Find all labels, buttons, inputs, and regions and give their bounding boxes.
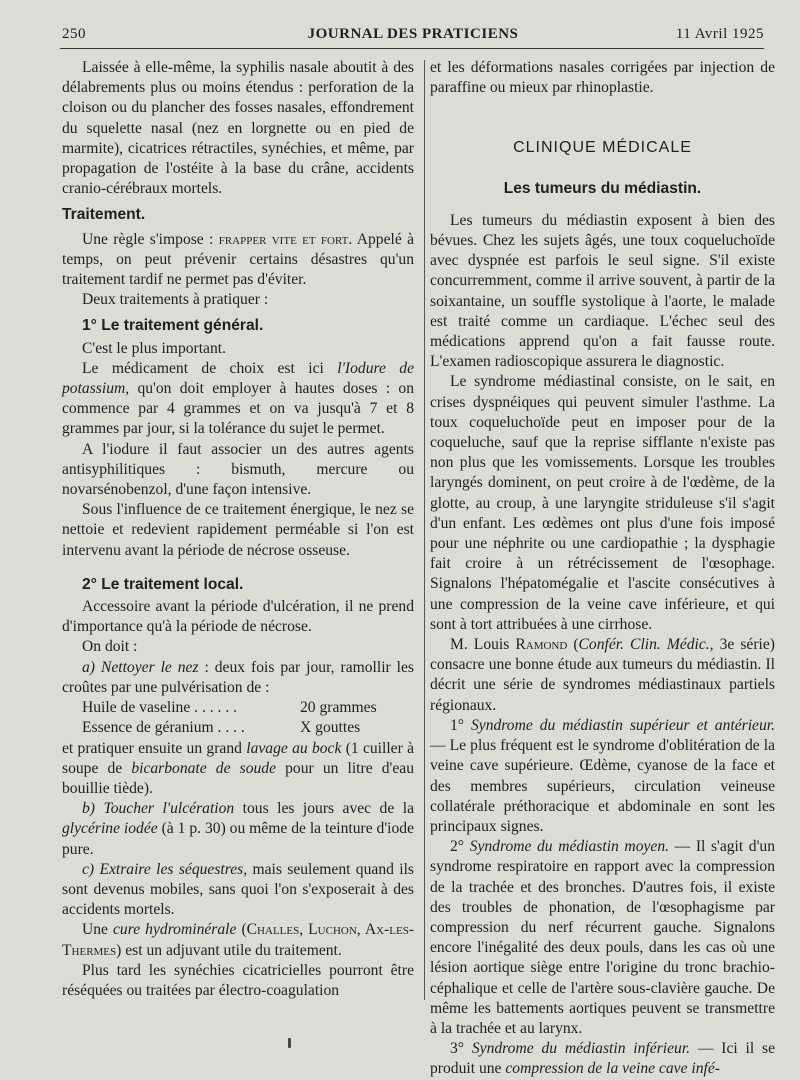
paragraph: A l'iodure il faut associer un des autres agents antisyphilitiques : bismuth, mercure ou novarsénobenzol, d'une façon intensive.: [62, 440, 414, 499]
right-column: [430, 58, 775, 1080]
section-title: CLINIQUE MÉDICALE: [513, 139, 692, 157]
paragraph: et pratiquer ensuite un grand lavage au bock (1 cuiller à soupe de bicarbonate de soude pour un litre d'eau bouillie tiède).: [62, 739, 414, 797]
paragraph: Sous l'influence de ce traitement énergique, le nez se nettoie et redevient rapidement perméable si l'on est intervenu avant la période de nécrose osseuse.: [62, 501, 414, 559]
column-divider: [424, 60, 425, 1000]
paragraph: Le médicament de choix est ici l'Iodure de potassium, qu'on doit employer à hautes doses : on commence par 4 grammes et on va jusqu'à 7 et 8 grammes par jour, si la tolérance du sujet le permet.: [62, 359, 414, 438]
paragraph: b) Toucher l'ulcération tous les jours avec de la glycérine iodée (à 1 p. 30) ou même de la teinture d'iode pure.: [62, 800, 414, 858]
paragraph: a) Nettoyer le nez : deux fois par jour, ramollir les croûtes par une pulvérisation de :: [62, 658, 414, 696]
paragraph: On doit :: [82, 638, 138, 656]
paragraph: 2° Syndrome du médiastin moyen. — Il s'agit d'un syndrome respiratoire en rapport avec la compression de la trachée et des bronches. D'autres fois, il existe des troubles de phonation, de l'œsophagisme par compression du nerf récurrent gauche. Signalons encore l'inégalité des deux pouls, dans les cas où une lésion aortique siège entre l'origine du tronc brachio-céphalique et celle de l'artère sous-clavière gauche. De même les battements aortiques peuvent se transmettre à la trachée et au larynx.: [430, 838, 776, 1037]
journal-title: JOURNAL DES PRATICIENS: [307, 26, 519, 42]
paragraph: 3° Syndrome du médiastin inférieur. — Ici il se produit une compression de la veine cave infé-: [430, 1040, 776, 1078]
left-column: [62, 58, 414, 1001]
paragraph: Deux traitements à pratiquer :: [82, 291, 269, 309]
paragraph: Le syndrome médiastinal consiste, on le sait, en crises dyspnéiques qui peuvent simuler l'asthme. La toux coqueluchoïde peut en imposer pour de la coqueluche, sauf que la reprise sifflante n'existe pas non plus que les vomissements. Lorsque les troubles laryngés dominent, on peut croire à de l'œdème, de la glotte, au croup, à une laryngite striduleuse s'il s'agit d'un enfant. Les œdèmes ont plus d'une fois imposé pour une néphrite ou une cardiopathie ; la dysphagie fait croire à un rétrécissement de l'œsophage. Signalons l'hépatomégalie et l'ascite consécutives à une compression de la veine cave inférieure, et qui sont à tort attribuées à une cirrhose.: [430, 373, 775, 633]
issue-date: 11 Avril 1925: [675, 26, 764, 42]
page-number: 250: [62, 26, 86, 42]
page-header: [62, 26, 764, 46]
heading-traitement-general: 1° Le traitement général.: [82, 317, 264, 335]
emphasis: Nettoyer le nez: [100, 658, 199, 676]
header-rule: [60, 48, 764, 49]
paragraph: c) Extraire les séquestres, mais seulement quand ils sont devenus mobiles, sans quoi l'on s'exposerait à des accidents mortels.: [62, 860, 414, 919]
recipe-line: Huile de vaseline . . . . . . 20 grammes: [82, 699, 377, 717]
paragraph: M. Louis Ramond (Confér. Clin. Médic., 3e série) consacre une bonne étude aux tumeurs du médiastin. Il décrit une série de syndromes médiastinaux partiels régionaux.: [430, 636, 775, 714]
emphasis: l'Iodure de potassium,: [62, 359, 414, 398]
heading-traitement: Traitement.: [62, 206, 146, 224]
paragraph: Une règle s'impose : frapper vite et fort. Appelé à temps, on peut prévenir certains désastres qu'un traitement tardif ne permet pas d'éviter.: [62, 230, 414, 289]
paragraph: et les déformations nasales corrigées par injection de paraffine ou mieux par rhinoplastie.: [430, 59, 775, 97]
emphasis: frapper vite et fort: [218, 230, 349, 248]
ink-mark: [288, 1038, 291, 1048]
paragraph: Accessoire avant la période d'ulcération, il ne prend d'importance qu'à la période de nécrose.: [62, 598, 414, 636]
heading-traitement-local: 2° Le traitement local.: [82, 575, 244, 593]
recipe: [62, 698, 414, 738]
paragraph: 1° Syndrome du médiastin supérieur et antérieur. — Le plus fréquent est le syndrome d'oblitération de la veine cave supérieure. Œdème, cyanose de la face et des membres supérieurs, circulation veineuse collatérale préthoracique et abdominale en sont les principaux signes.: [430, 716, 775, 835]
paragraph: C'est le plus important.: [82, 339, 227, 357]
paragraph: Laissée à elle-même, la syphilis nasale aboutit à des délabrements plus ou moins étendus : perforation de la cloison ou du plancher des fosses nasales, effondrement du squelette nasal (nez en lorgnette ou en pied de marmite), cicatrices rétractiles, synéchies, et même, par propagation de l'ostéite à la base du crâne, accidents cranio-cérébraux mortels.: [62, 59, 414, 198]
paragraph: Une cure hydrominérale (Challes, Luchon, Ax-les-Thermes) est un adjuvant utile du traitement.: [62, 921, 415, 959]
recipe-line: Essence de géranium . . . . X gouttes: [82, 719, 361, 737]
paragraph: Les tumeurs du médiastin exposent à bien des bévues. Chez les sujets âgés, une toux coqueluchoïde avec dyspnée est parfois le seul signe. S'il existe concurremment, comme il arrive souvent, à partir de la soixantaine, un souffle systolique à l'aorte, le malade est traité comme un cardiaque. L'échec seul des médications apprend qu'on a fait fausse route. L'examen radioscopique assurera le diagnostic.: [430, 211, 775, 371]
paragraph: Plus tard les synéchies cicatricielles pourront être réséquées ou traitées par électro-coagulation: [62, 961, 414, 999]
article-title: Les tumeurs du médiastin.: [503, 179, 702, 197]
